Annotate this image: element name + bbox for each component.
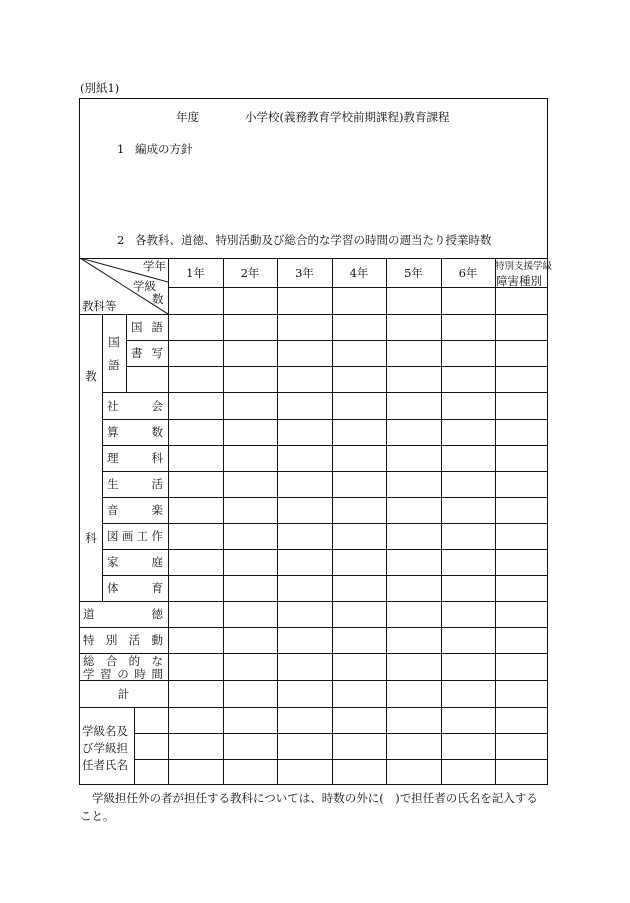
- header-bottom-line: [79, 314, 548, 315]
- row-line: [102, 523, 548, 524]
- row-label-rika: 理 科: [107, 451, 163, 465]
- teacher-label-line: [134, 707, 135, 785]
- row-line: [102, 445, 548, 446]
- section2-number: 2: [117, 233, 125, 247]
- grid-column-line: [441, 258, 442, 785]
- footnote-line2: こと。: [80, 809, 115, 823]
- row-label-sansu: 算 数: [107, 425, 163, 439]
- grid-column-line: [386, 258, 387, 785]
- grid-column-line: [277, 258, 278, 785]
- row-line: [102, 549, 548, 550]
- group-kokugo-line: [126, 314, 127, 392]
- footnote-line1: 学級担任外の者が担任する教科については、時数の外に( )で担任者の氏名を記入する: [92, 791, 538, 805]
- row-label-zuga-kousaku: 図 画 工 作: [107, 529, 163, 543]
- row-label-sougou-line1: 総 合 的 な: [83, 654, 163, 668]
- row-line: [102, 497, 548, 498]
- grid-column-line: [223, 258, 224, 785]
- year-label: 年度: [176, 110, 199, 124]
- corner-class: 学級: [133, 279, 156, 293]
- grade-header-5: 5年: [404, 266, 423, 280]
- section2-title: 各教科、道徳、特別活動及び総合的な学習の時間の週当たり授業時数: [135, 233, 492, 247]
- row-line: [134, 733, 548, 734]
- teacher-label-line3: 任者氏名: [82, 758, 128, 772]
- row-label-kokugo: 国 語: [131, 320, 163, 334]
- row-label-katei: 家 庭: [107, 555, 163, 569]
- group-kokugo-char2: 語: [108, 358, 120, 372]
- row-label-seikatsu: 生 活: [107, 477, 163, 491]
- row-label-shakai: 社 会: [107, 399, 163, 413]
- row-label-doutoku: 道 徳: [83, 607, 163, 621]
- grid-column-line: [332, 258, 333, 785]
- curriculum-frame: [79, 98, 548, 785]
- corner-subject: 教科等: [82, 299, 117, 313]
- group-kyoka-char2: 科: [85, 531, 97, 545]
- grade-header-6: 6年: [458, 266, 478, 280]
- grade-header-2: 2年: [240, 266, 260, 280]
- row-line: [126, 366, 548, 367]
- group-kyoka-char1: 教: [85, 369, 97, 383]
- teacher-label-line1: 学級名及: [82, 724, 128, 738]
- row-label-tokkatsu: 特 別 活 動: [83, 633, 163, 647]
- attachment-label: (別紙1): [80, 81, 120, 95]
- row-line: [79, 707, 548, 708]
- corner-grade: 学年: [143, 259, 166, 273]
- row-line: [102, 392, 548, 393]
- teacher-label-line2: び学級担: [82, 741, 128, 755]
- row-line: [126, 340, 548, 341]
- row-label-total: 計: [117, 687, 130, 701]
- row-line: [79, 627, 548, 628]
- row-label-ongaku: 音 楽: [107, 503, 163, 517]
- section1-title: 編成の方針: [135, 142, 193, 156]
- section1-number: 1: [117, 142, 125, 156]
- grade-header-4: 4年: [349, 266, 369, 280]
- row-line: [79, 601, 548, 602]
- row-line: [102, 419, 548, 420]
- row-label-sougou-line2: 学 習 の 時 間: [83, 667, 163, 681]
- special-class-label: 特別支援学級: [495, 261, 553, 272]
- grid-column-line: [495, 258, 496, 785]
- grid-column-line: [168, 258, 169, 785]
- row-line: [102, 471, 548, 472]
- row-line: [134, 759, 548, 760]
- header-split-line: [168, 287, 548, 288]
- row-label-shosha: 書 写: [131, 346, 163, 360]
- row-label-taiiku: 体 育: [107, 581, 163, 595]
- row-line: [102, 575, 548, 576]
- grade-header-1: 1年: [186, 266, 205, 280]
- school-title: 小学校(義務教育学校前期課程)教育課程: [245, 110, 450, 124]
- corner-hours: 数: [152, 292, 164, 306]
- grade-header-3: 3年: [295, 266, 314, 280]
- disability-type-label: 障害種別: [496, 274, 542, 288]
- group-kokugo-char1: 国: [108, 335, 120, 349]
